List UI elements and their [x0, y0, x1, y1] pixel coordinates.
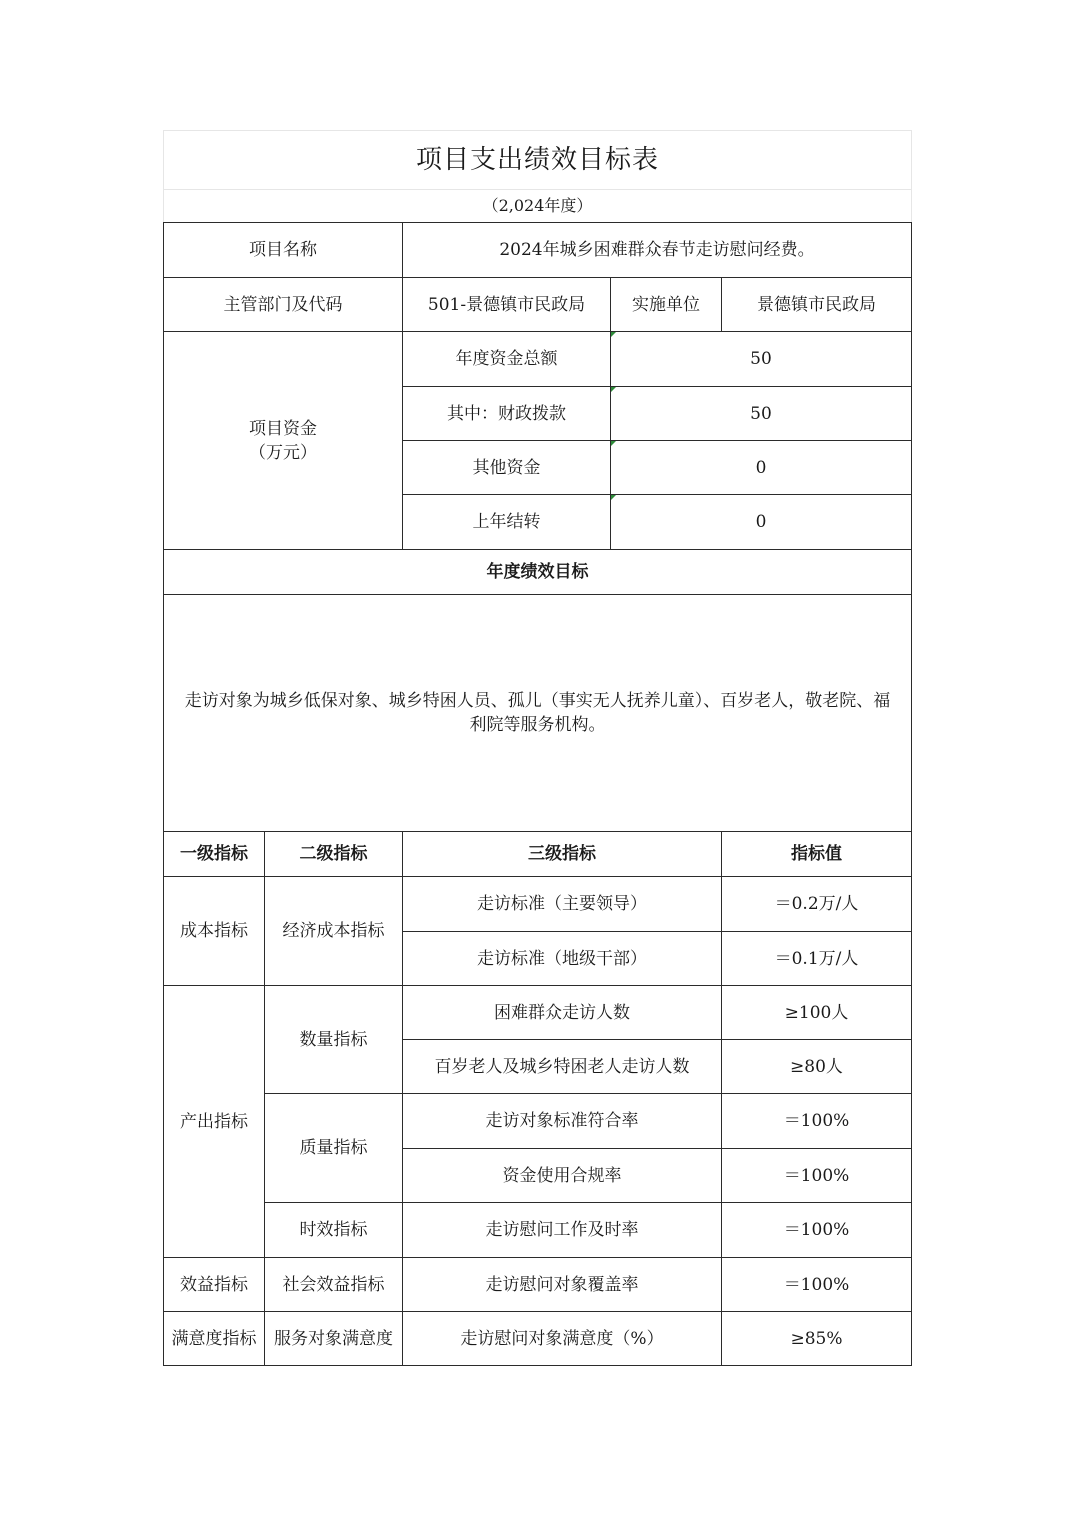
grid-line [911, 222, 912, 1366]
funds-row-value: 50 [750, 403, 772, 424]
level1-output: 产出指标 [180, 1111, 248, 1132]
header-level1: 一级指标 [180, 844, 248, 864]
indicator-name: 走访慰问工作及时率 [485, 1220, 639, 1240]
indicator-value: ＝100% [783, 1111, 850, 1131]
goal-header: 年度绩效目标 [486, 562, 589, 582]
table-title: 项目支出绩效目标表 [415, 145, 659, 175]
implementer-value: 景德镇市民政局 [757, 294, 876, 315]
funds-row-label: 其他资金 [472, 457, 541, 478]
indicator-value: ≥85% [790, 1328, 843, 1349]
indicator-name: 走访慰问对象满意度（%） [460, 1328, 664, 1349]
implementer-label: 实施单位 [632, 294, 700, 315]
funds-row-label: 年度资金总额 [455, 349, 558, 369]
funds-label-line2: （万元） [249, 442, 317, 463]
level2-service-satisfaction: 服务对象满意度 [274, 1328, 393, 1349]
level1-benefit: 效益指标 [180, 1274, 248, 1295]
indicator-value: ≥80人 [790, 1056, 843, 1077]
grid-line [163, 1365, 912, 1366]
indicator-name: 资金使用合规率 [502, 1165, 622, 1186]
indicator-value: ＝100% [783, 1165, 850, 1186]
funds-row-value: 50 [750, 349, 772, 369]
header-level3: 三级指标 [528, 844, 596, 864]
funds-row-label: 其中：财政拨款 [447, 403, 566, 424]
level2-social-benefit: 社会效益指标 [282, 1274, 385, 1295]
funds-row-value: 0 [755, 457, 767, 478]
funds-label-line1: 项目资金 [249, 418, 317, 439]
indicator-name: 走访标准（地级干部） [477, 948, 647, 969]
indicator-value: ＝0.1万/人 [774, 948, 859, 969]
indicator-value: ＝0.2万/人 [774, 894, 859, 914]
department-label: 主管部门及代码 [223, 294, 343, 315]
department-value: 501-景德镇市民政局 [427, 294, 586, 315]
level2-quantity: 数量指标 [299, 1029, 368, 1050]
level1-satisfaction: 满意度指标 [171, 1328, 257, 1349]
level2-quality: 质量指标 [299, 1138, 368, 1158]
header-level2: 二级指标 [299, 844, 368, 864]
project-name-value: 2024年城乡困难群众春节走访慰问经费。 [499, 240, 815, 260]
indicator-value: ＝100% [783, 1220, 850, 1240]
indicator-name: 走访对象标准符合率 [485, 1111, 639, 1131]
goal-text-cell [164, 595, 911, 831]
level2-economic-cost: 经济成本指标 [282, 921, 385, 941]
funds-row-value: 0 [755, 512, 767, 532]
indicator-name: 困难群众走访人数 [494, 1002, 630, 1023]
indicator-name: 百岁老人及城乡特困老人走访人数 [434, 1056, 690, 1077]
indicator-name: 走访标准（主要领导） [477, 894, 647, 914]
funds-label [164, 332, 402, 549]
header-value: 指标值 [791, 844, 842, 864]
fiscal-year: （2,024年度） [482, 196, 593, 215]
level2-timeliness: 时效指标 [299, 1220, 368, 1240]
goal-text: 走访对象为城乡低保对象、城乡特困人员、孤儿（事实无人抚养儿童）、百岁老人，敬老院、福利院等服务机构。 [184, 691, 891, 735]
project-name-label: 项目名称 [249, 240, 317, 260]
indicator-value: ＝100% [783, 1274, 850, 1295]
indicator-value: ≥100人 [784, 1002, 849, 1023]
indicator-name: 走访慰问对象覆盖率 [485, 1274, 639, 1295]
level1-cost: 成本指标 [180, 921, 248, 941]
funds-row-label: 上年结转 [472, 512, 541, 532]
